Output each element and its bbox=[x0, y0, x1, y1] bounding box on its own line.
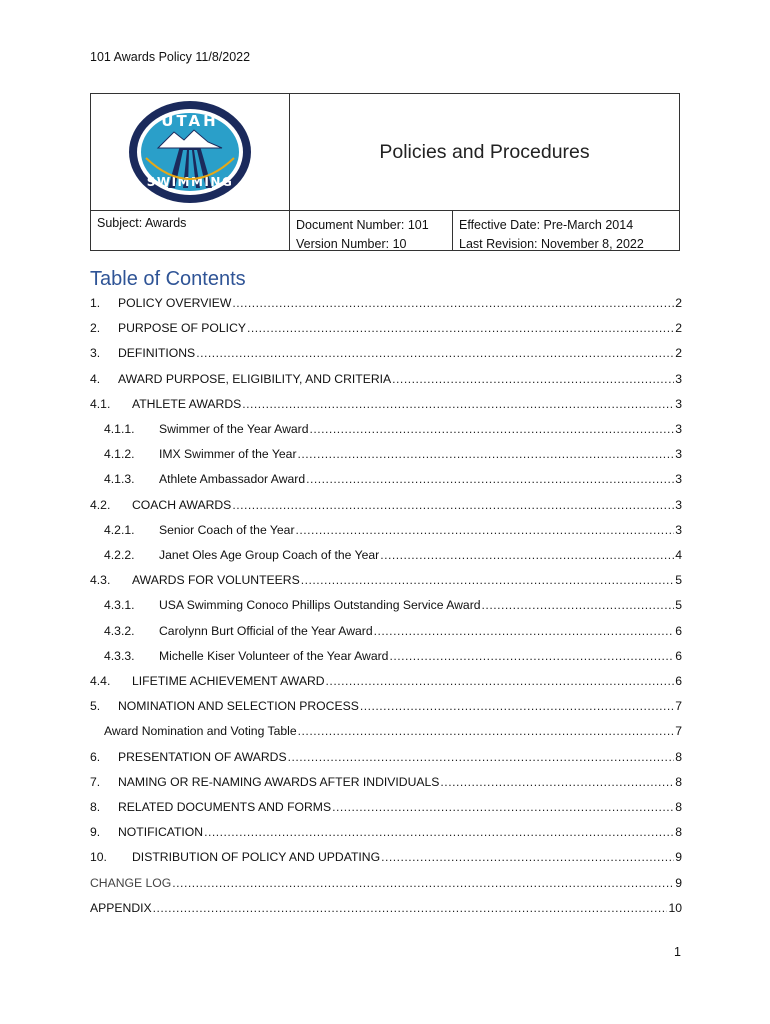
toc-entry-title: Athlete Ambassador Award bbox=[159, 472, 306, 487]
toc-entry-title: PURPOSE OF POLICY bbox=[118, 321, 246, 336]
toc-entry[interactable] bbox=[90, 800, 682, 818]
toc-entry[interactable] bbox=[90, 372, 682, 390]
toc-leader-dots bbox=[288, 750, 675, 764]
toc-entry[interactable] bbox=[90, 523, 682, 541]
toc-leader-dots bbox=[298, 724, 675, 738]
toc-entry[interactable] bbox=[90, 901, 682, 919]
running-header: 101 Awards Policy 11/8/2022 bbox=[90, 50, 251, 64]
toc-entry-number: 2. bbox=[90, 321, 101, 336]
toc-entry-number: 8. bbox=[90, 800, 101, 814]
toc-entry-number: 4.2.2. bbox=[104, 548, 135, 562]
toc-leader-dots bbox=[360, 699, 674, 713]
toc-entry-number: 9. bbox=[90, 825, 101, 840]
toc-entry-title: Michelle Kiser Volunteer of the Year Award bbox=[159, 648, 389, 663]
toc-entry-title: Swimmer of the Year Award bbox=[159, 422, 309, 436]
title-cell bbox=[290, 94, 679, 211]
toc-leader-dots bbox=[153, 901, 668, 915]
toc-entry-page: 3 bbox=[675, 447, 682, 462]
toc-leader-dots bbox=[242, 397, 674, 411]
toc-leader-dots bbox=[204, 825, 674, 839]
toc-leader-dots bbox=[381, 850, 674, 864]
toc-entry[interactable] bbox=[90, 472, 682, 490]
toc-entry-page: 8 bbox=[675, 800, 682, 814]
toc-entry-page: 2 bbox=[675, 321, 682, 336]
toc-entry-page: 5 bbox=[675, 573, 682, 588]
toc-entry-page: 2 bbox=[675, 296, 682, 310]
toc-entry[interactable] bbox=[90, 321, 682, 339]
toc-entry-number: 1. bbox=[90, 296, 101, 310]
toc-entry-number: 4.3.2. bbox=[104, 623, 135, 638]
toc-entry-number: 4.1.1. bbox=[104, 422, 135, 436]
toc-entry-number: 4.2.1. bbox=[104, 522, 135, 537]
toc-entry-page: 8 bbox=[675, 774, 682, 789]
toc-entry-title: NOTIFICATION bbox=[118, 825, 204, 840]
toc-entry-title: AWARDS FOR VOLUNTEERS bbox=[132, 573, 300, 588]
toc-entry[interactable] bbox=[90, 548, 682, 566]
page-number: 1 bbox=[674, 945, 681, 959]
toc-entry-number: 4.3. bbox=[90, 573, 111, 588]
toc-leader-dots bbox=[232, 296, 674, 310]
toc-entry-title: AWARD PURPOSE, ELIGIBILITY, AND CRITERIA bbox=[118, 371, 392, 386]
subject-text: Subject: Awards bbox=[97, 216, 187, 230]
toc-entry-page: 10 bbox=[668, 900, 682, 915]
toc-entry-page: 3 bbox=[675, 522, 682, 537]
toc-entry-title: RELATED DOCUMENTS AND FORMS bbox=[118, 800, 332, 814]
toc-leader-dots bbox=[306, 472, 674, 486]
toc-leader-dots bbox=[247, 321, 674, 335]
toc-entry-page: 3 bbox=[675, 371, 682, 386]
document-title: Policies and Procedures bbox=[379, 140, 590, 163]
toc-leader-dots bbox=[482, 598, 675, 612]
toc-entry-page: 3 bbox=[675, 422, 682, 436]
toc-leader-dots bbox=[298, 447, 675, 461]
toc-entry-number: 4.3.1. bbox=[104, 598, 135, 613]
toc-entry-number: 4. bbox=[90, 371, 101, 386]
toc-leader-dots bbox=[296, 523, 675, 537]
toc-entry-number: 4.2. bbox=[90, 497, 111, 512]
last-revision: Last Revision: November 8, 2022 bbox=[459, 237, 644, 251]
toc-leader-dots bbox=[392, 372, 674, 386]
logo-cell bbox=[91, 94, 290, 211]
toc-entry[interactable] bbox=[90, 724, 682, 742]
toc-entry-title: DISTRIBUTION OF POLICY AND UPDATING bbox=[132, 850, 381, 865]
document-number-cell bbox=[290, 211, 453, 250]
toc-entry-page: 3 bbox=[675, 472, 682, 487]
toc-entry[interactable] bbox=[90, 498, 682, 516]
toc-entry[interactable] bbox=[90, 573, 682, 591]
toc-leader-dots bbox=[332, 800, 674, 814]
toc-leader-dots bbox=[310, 422, 675, 436]
toc-entry-page: 9 bbox=[675, 875, 682, 890]
toc-heading: Table of Contents bbox=[90, 268, 246, 290]
logo-text-top: UTAH bbox=[161, 112, 219, 130]
toc-entry-number: 7. bbox=[90, 774, 101, 789]
toc-entry-title: Award Nomination and Voting Table bbox=[104, 724, 297, 739]
toc-entry[interactable] bbox=[90, 598, 682, 616]
toc-entry-number: 4.1. bbox=[90, 396, 111, 411]
toc-entry-title: POLICY OVERVIEW bbox=[118, 296, 232, 310]
toc-entry-title: CHANGE LOG bbox=[90, 875, 172, 890]
toc-leader-dots bbox=[389, 649, 674, 663]
toc-entry[interactable] bbox=[90, 825, 682, 843]
toc-entry[interactable] bbox=[90, 447, 682, 465]
toc-entry-page: 2 bbox=[675, 346, 682, 361]
subject-cell bbox=[91, 211, 290, 250]
toc-entry-title: NOMINATION AND SELECTION PROCESS bbox=[118, 699, 359, 714]
toc-entry-page: 6 bbox=[675, 648, 682, 663]
toc-entry[interactable] bbox=[90, 624, 682, 642]
toc-entry-title: Carolynn Burt Official of the Year Award bbox=[159, 623, 373, 638]
toc-entry-page: 6 bbox=[675, 674, 682, 688]
utah-swimming-logo bbox=[128, 100, 252, 204]
toc-entry-title: APPENDIX bbox=[90, 900, 152, 915]
toc-entry[interactable] bbox=[90, 422, 682, 440]
toc-entry-title: COACH AWARDS bbox=[132, 497, 232, 512]
toc-entry-page: 6 bbox=[675, 623, 682, 638]
toc-entry-title: NAMING OR RE-NAMING AWARDS AFTER INDIVIDUALS bbox=[118, 774, 440, 789]
toc-entry[interactable] bbox=[90, 674, 682, 692]
toc-entry[interactable] bbox=[90, 750, 682, 768]
toc-entry[interactable] bbox=[90, 296, 682, 314]
toc-entry-number: 5. bbox=[90, 699, 101, 714]
toc-entry[interactable] bbox=[90, 850, 682, 868]
toc-entry-number: 4.4. bbox=[90, 674, 111, 688]
toc-entry-number: 3. bbox=[90, 346, 101, 361]
toc-entry-page: 8 bbox=[675, 749, 682, 764]
toc-entry-title: IMX Swimmer of the Year bbox=[159, 447, 297, 462]
toc-entry[interactable] bbox=[90, 876, 682, 894]
policy-header-table bbox=[90, 93, 680, 251]
toc-entry[interactable] bbox=[90, 346, 682, 364]
toc-entry-number: 10. bbox=[90, 850, 107, 865]
version-number: Version Number: 10 bbox=[296, 237, 407, 251]
toc-entry-page: 8 bbox=[675, 825, 682, 840]
toc-entry-page: 7 bbox=[675, 699, 682, 714]
toc-entry[interactable] bbox=[90, 775, 682, 793]
toc-entry-title: PRESENTATION OF AWARDS bbox=[118, 749, 287, 764]
toc-entry-page: 5 bbox=[675, 598, 682, 613]
toc-leader-dots bbox=[172, 876, 674, 890]
toc-entry-title: Janet Oles Age Group Coach of the Year bbox=[159, 548, 380, 562]
toc-entry-number: 4.1.3. bbox=[104, 472, 135, 487]
toc-entry-page: 3 bbox=[675, 497, 682, 512]
toc-entry[interactable] bbox=[90, 649, 682, 667]
toc-entry-number: 4.1.2. bbox=[104, 447, 135, 462]
toc-entry-title: DEFINITIONS bbox=[118, 346, 196, 361]
toc-entry-number: 6. bbox=[90, 749, 101, 764]
toc-entry-title: USA Swimming Conoco Phillips Outstanding Service Award bbox=[159, 598, 481, 613]
toc-leader-dots bbox=[380, 548, 674, 562]
toc-leader-dots bbox=[301, 573, 675, 587]
toc-leader-dots bbox=[326, 674, 675, 688]
toc-leader-dots bbox=[232, 498, 674, 512]
toc-entry-title: LIFETIME ACHIEVEMENT AWARD bbox=[132, 674, 325, 688]
toc-entry-number: 4.3.3. bbox=[104, 648, 135, 663]
toc-entry-title: ATHLETE AWARDS bbox=[132, 396, 242, 411]
logo-text-bottom: SWIMMING bbox=[146, 175, 234, 189]
toc-entry[interactable] bbox=[90, 397, 682, 415]
document-number: Document Number: 101 bbox=[296, 218, 429, 232]
dates-cell bbox=[453, 211, 679, 250]
effective-date: Effective Date: Pre-March 2014 bbox=[459, 218, 634, 232]
toc-entry-page: 7 bbox=[675, 724, 682, 739]
toc-leader-dots bbox=[374, 624, 675, 638]
toc-entry-title: Senior Coach of the Year bbox=[159, 522, 295, 537]
toc-entry[interactable] bbox=[90, 699, 682, 717]
toc-entry-page: 4 bbox=[675, 548, 682, 562]
toc-leader-dots bbox=[196, 346, 674, 360]
toc-leader-dots bbox=[440, 775, 674, 789]
toc-entry-page: 9 bbox=[675, 850, 682, 865]
toc-entry-page: 3 bbox=[675, 396, 682, 411]
